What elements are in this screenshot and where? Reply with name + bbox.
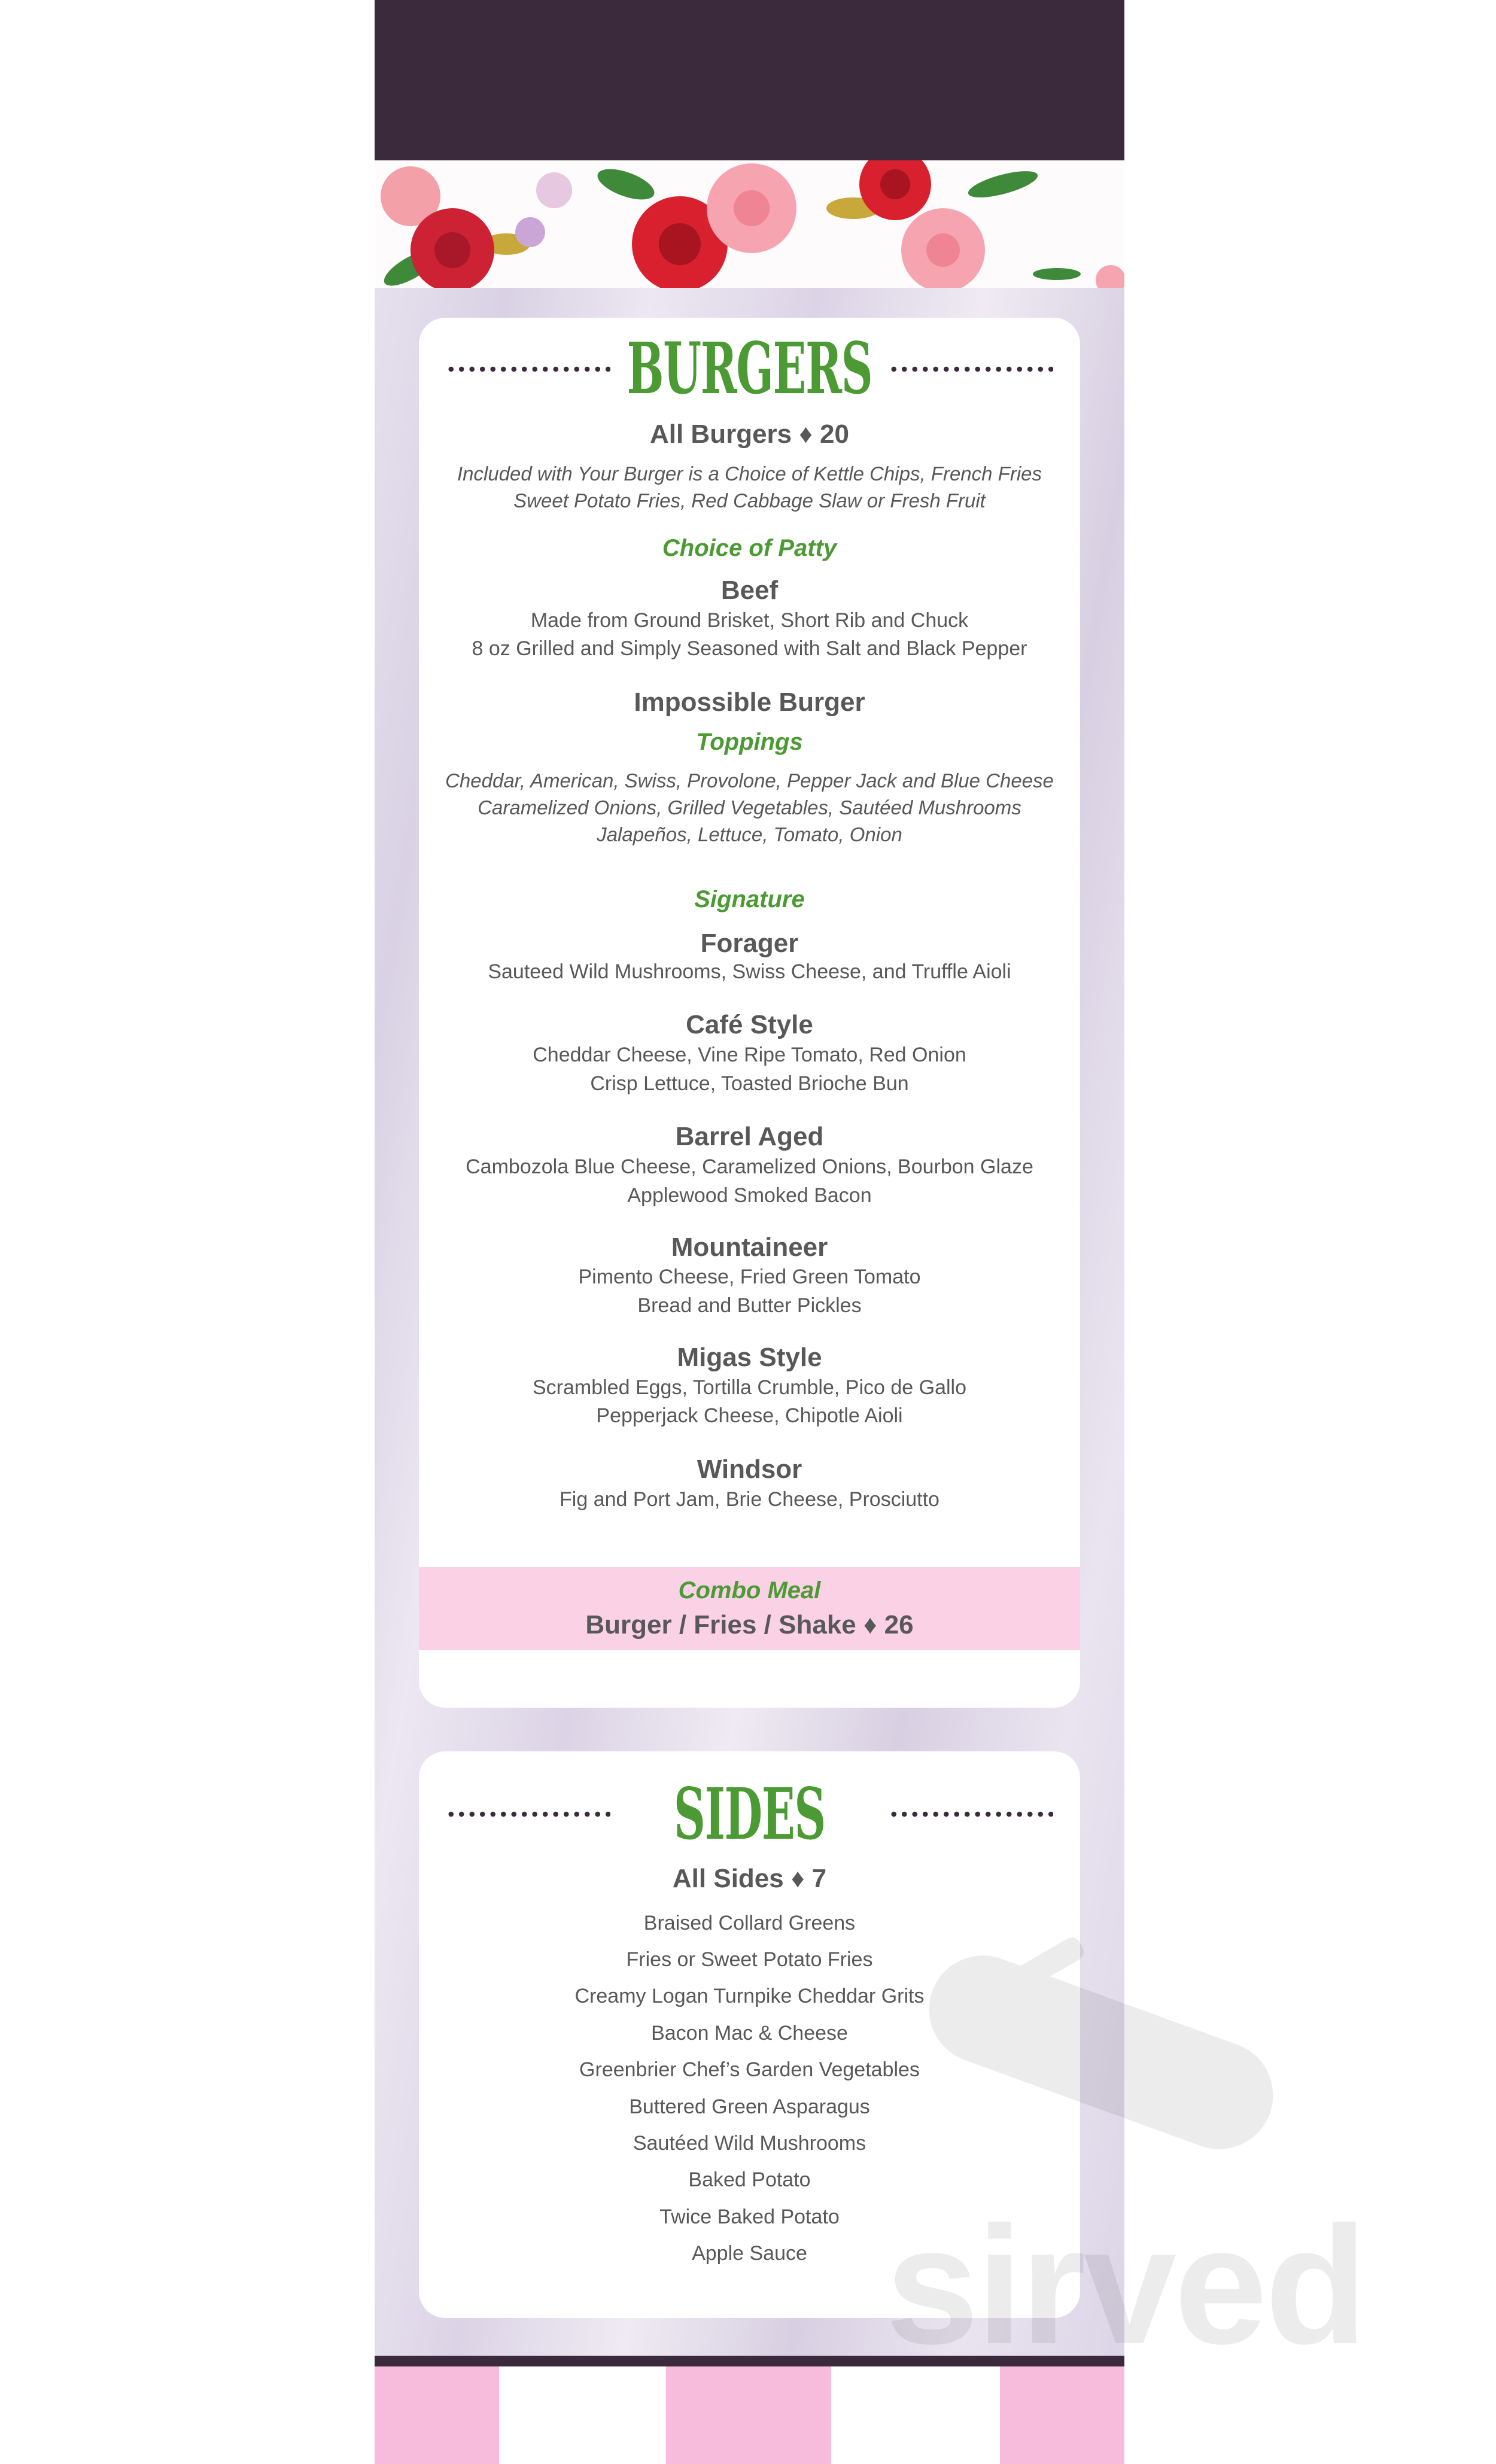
watermark-logo: sirved	[886, 2192, 1365, 2379]
item-name: Impossible Burger	[634, 688, 865, 717]
item-name: Beef	[720, 576, 779, 605]
patty-heading: Choice of Patty	[662, 535, 837, 561]
item-desc: Bread and Butter Pickles	[637, 1294, 862, 1317]
side-item: Bacon Mac & Cheese	[651, 2022, 848, 2045]
item-desc: Scrambled Eggs, Tortilla Crumble, Pico de Gallo	[532, 1376, 967, 1399]
item-desc: Cheddar Cheese, Vine Ripe Tomato, Red Onion	[533, 1044, 966, 1066]
toppings-text: Jalapeños, Lettuce, Tomato, Onion	[597, 823, 902, 845]
stripe	[375, 2366, 499, 2464]
burgers-card	[419, 318, 1080, 1708]
item-name: Café Style	[686, 1010, 813, 1039]
item-desc: Applewood Smoked Bacon	[627, 1184, 872, 1207]
side-item: Creamy Logan Turnpike Cheddar Grits	[574, 1985, 925, 2007]
item-name: Mountaineer	[671, 1233, 828, 1262]
price-line: All Burgers ♦ 20	[649, 419, 849, 449]
combo-price: Burger / Fries / Shake ♦ 26	[585, 1610, 914, 1639]
side-item: Braised Collard Greens	[643, 1912, 856, 1934]
toppings-text: Cheddar, American, Swiss, Provolone, Pepper Jack and Blue Cheese	[445, 769, 1054, 792]
stripe	[666, 2366, 831, 2464]
section-title: BURGERS	[627, 327, 872, 410]
item-desc: Pepperjack Cheese, Chipotle Aioli	[596, 1404, 903, 1427]
section-title: SIDES	[674, 1772, 825, 1855]
item-desc: 8 oz Grilled and Simply Seasoned with Salt and Black Pepper	[472, 637, 1027, 660]
item-desc: Cambozola Blue Cheese, Caramelized Onions, Bourbon Glaze	[466, 1155, 1033, 1178]
item-name: Windsor	[697, 1455, 802, 1484]
included-text: Included with Your Burger is a Choice of Kettle Chips, French Fries	[457, 463, 1042, 485]
side-item: Baked Potato	[688, 2168, 811, 2191]
combo-heading: Combo Meal	[678, 1577, 821, 1604]
flower-illustration	[375, 160, 1124, 288]
price-line: All Sides ♦ 7	[672, 1864, 827, 1893]
combo-meal-band	[419, 1567, 1080, 1650]
item-name: Migas Style	[677, 1343, 822, 1372]
side-item: Greenbrier Chef’s Garden Vegetables	[579, 2058, 920, 2081]
signature-heading: Signature	[694, 886, 805, 912]
item-desc: Fig and Port Jam, Brie Cheese, Prosciutto	[560, 1488, 939, 1511]
item-name: Forager	[700, 929, 799, 958]
side-item: Buttered Green Asparagus	[629, 2095, 870, 2118]
toppings-heading: Toppings	[696, 729, 803, 755]
side-item: Sautéed Wild Mushrooms	[633, 2132, 866, 2155]
item-desc: Pimento Cheese, Fried Green Tomato	[578, 1266, 921, 1288]
side-item: Apple Sauce	[692, 2242, 807, 2265]
fork-knife-icon	[886, 1903, 1364, 2178]
floral-banner	[375, 160, 1124, 288]
item-name: Barrel Aged	[675, 1122, 824, 1151]
item-desc: Crisp Lettuce, Toasted Brioche Bun	[590, 1072, 909, 1095]
side-item: Twice Baked Potato	[659, 2206, 840, 2228]
item-desc: Made from Ground Brisket, Short Rib and Chuck	[530, 609, 969, 632]
item-desc: Sauteed Wild Mushrooms, Swiss Cheese, and Truffle Aioli	[488, 960, 1011, 983]
included-text: Sweet Potato Fries, Red Cabbage Slaw or Fresh Fruit	[513, 489, 986, 512]
toppings-text: Caramelized Onions, Grilled Vegetables, Sautéed Mushrooms	[478, 796, 1021, 819]
top-banner	[375, 0, 1124, 160]
side-item: Fries or Sweet Potato Fries	[626, 1948, 873, 1971]
sirved-watermark	[886, 1903, 1484, 2381]
